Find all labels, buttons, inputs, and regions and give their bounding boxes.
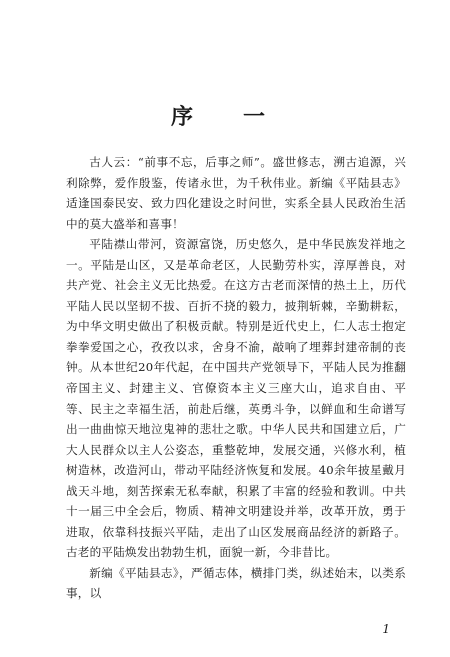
paragraph-3: 新编《平陆县志》，严循志体，横排门类，纵述始末，以类系事，以 xyxy=(66,565,406,601)
page-number: 1 xyxy=(382,622,390,636)
paragraph-1: 古人云：“前事不忘，后事之师”。盛世修志，溯古追源，兴利除弊，爱作殷鉴，传诸永世，为千秋伟业。新编《平陆县志》适逢国泰民安、致力四化建设之时问世，实系全县人民政治生活中的莫大盛举和喜事！ xyxy=(66,155,406,231)
page-title: 序 一 xyxy=(170,105,279,130)
paragraph-2: 平陆襟山带河，资源富饶，历史悠久，是中华民族发祥地之一。平陆是山区，又是革命老区，人民勤劳朴实，淳厚善良，对共产党、社会主义无比热爱。在这方古老而深情的热土上，历代平陆人民以坚韧不拔、百折不挠的毅力，披荆斩棘，辛勤耕耘，为中华文明史做出了积极贡献。特别是近代史上，仁人志士抱定拳拳爱国之心，孜孜以求，舍身不渝，敲响了埋葬封建帝制的丧钟。从本世纪20年代起，在中国共产党领导下，平陆人民为推翻帝国主义、封建主义、官僚资本主义三座大山，追求自由、平等、民主之幸福生活，前赴后继，英勇斗争，以鲜血和生命谱写出一曲曲惊天地泣鬼神的悲壮之歌。中华人民共和国建立后，广大人民群众以主人公姿态，重整乾坤，发展交通，兴修水利，植树造林，改造河山，带动平陆经济恢复和发展。40余年披星戴月战天斗地，刻苦探索无私奉献，积累了丰富的经验和教训。中共十一届三中全会后，物质、精神文明建设并举，改革开放，勇于进取，依靠科技振兴平陆，走出了山区发展商品经济的新路子。古老的平陆焕发出勃勃生机，面貌一新，今非昔比。 xyxy=(66,237,406,560)
document-body xyxy=(66,152,406,604)
